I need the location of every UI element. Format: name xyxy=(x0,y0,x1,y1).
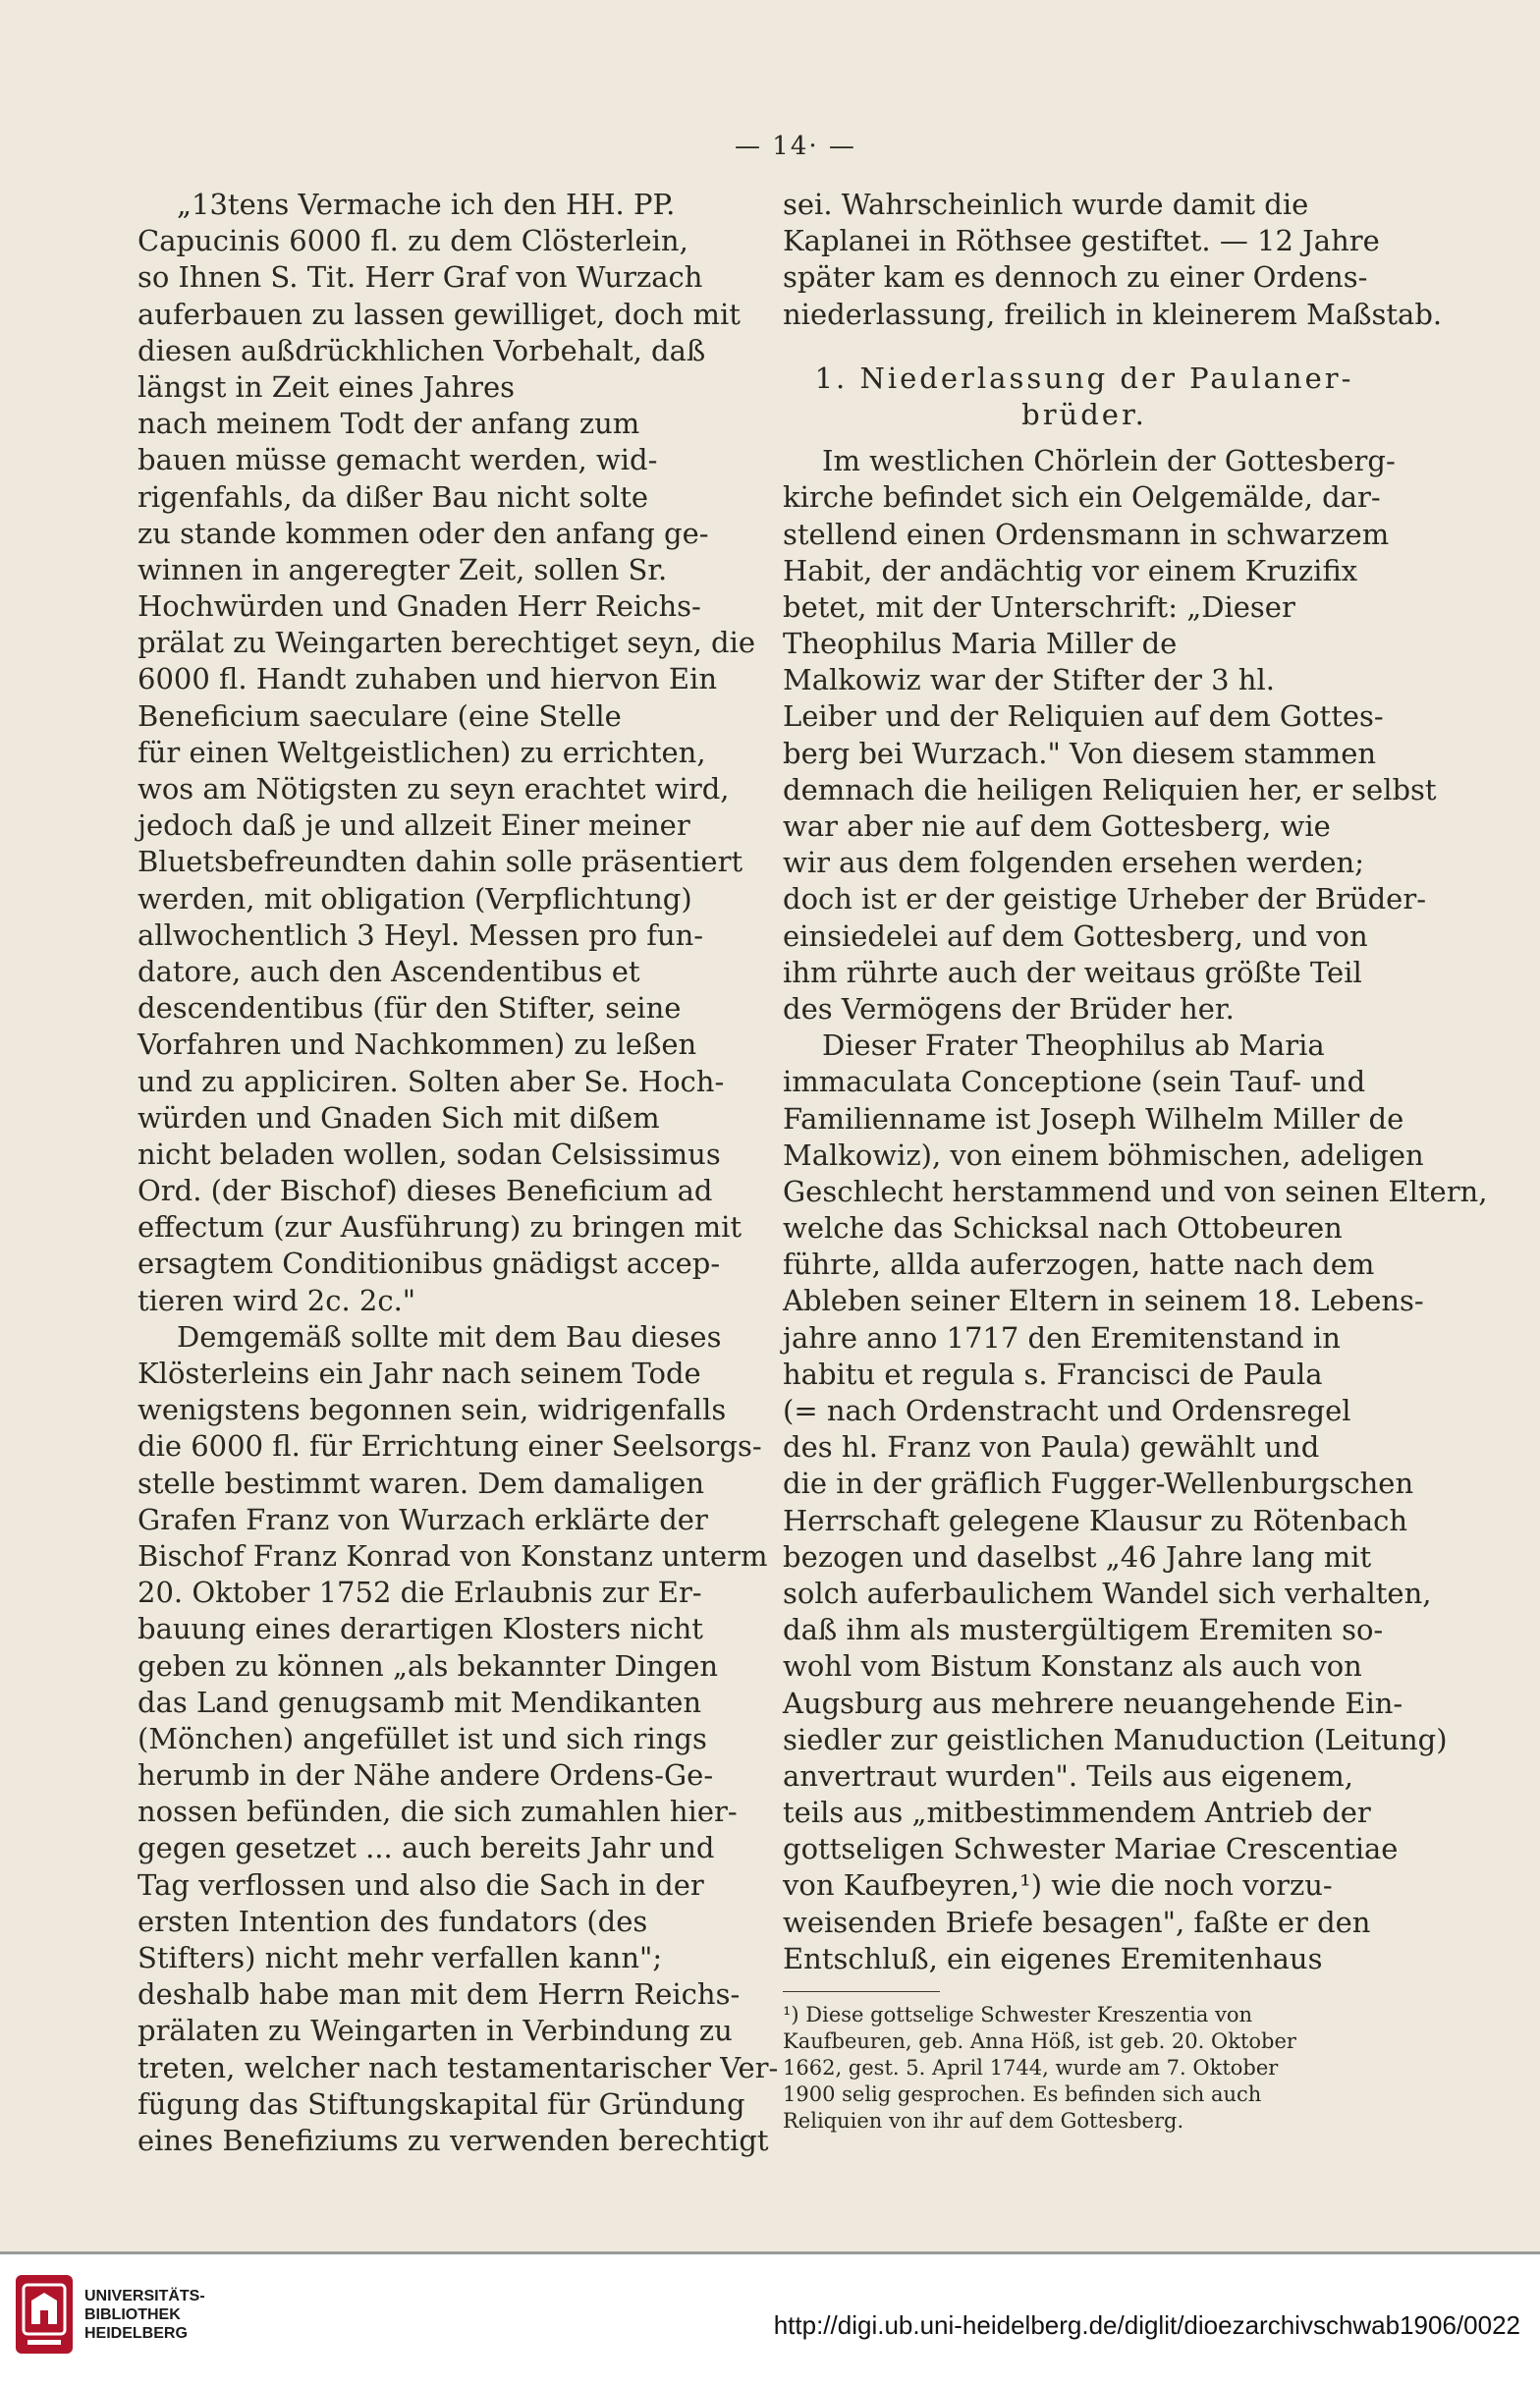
text-line: die in der gräflich Fugger-Wellenburgschen xyxy=(783,1467,1414,1501)
text-line: eines Benefiziums zu verwenden berechtigt xyxy=(138,2123,769,2157)
text-line: Tag verflossen und also die Sach in der xyxy=(138,1867,704,1902)
footnote-rule xyxy=(783,1991,940,1992)
text-line: berg bei Wurzach." Von diesem stammen xyxy=(783,736,1377,770)
text-line: Kaufbeuren, geb. Anna Höß, ist geb. 20. Oktober xyxy=(783,2029,1296,2053)
text-line: (= nach Ordenstracht und Ordensregel xyxy=(783,1394,1351,1427)
text-line: des Vermögens der Brüder her. xyxy=(783,991,1235,1026)
text-line: rigenfahls, da dißer Bau nicht solte xyxy=(138,479,649,514)
text-line: sei. Wahrscheinlich wurde damit die xyxy=(783,188,1309,221)
text-line: wos am Nötigsten zu seyn erachtet wird, xyxy=(138,772,730,805)
text-line: gottseligen Schwester Mariae Crescentiae xyxy=(783,1832,1399,1866)
text-line: allwochentlich 3 Heyl. Messen pro fun- xyxy=(138,917,704,952)
text-line: Vorfahren und Nachkommen) zu leßen xyxy=(138,1027,697,1062)
text-line: war aber nie auf dem Gottesberg, wie xyxy=(783,809,1331,843)
text-line: das Land genugsamb mit Mendikanten xyxy=(138,1685,702,1719)
text-line: Bluetsbefreundten dahin solle präsentiert xyxy=(138,845,743,879)
footnote xyxy=(783,2002,1386,2135)
text-line: einsiedelei auf dem Gottesberg, und von xyxy=(783,918,1368,953)
text-line: Kaplanei in Röthsee gestiftet. — 12 Jahre xyxy=(783,224,1380,258)
university-seal-icon xyxy=(14,2273,75,2356)
text-line: wir aus dem folgenden ersehen werden; xyxy=(783,846,1365,880)
text-line: (Mönchen) angefüllet ist und sich rings xyxy=(138,1721,707,1755)
text-line: tieren wird 2c. 2c." xyxy=(138,1283,416,1317)
text-line: 1662, gest. 5. April 1744, wurde am 7. Oktober xyxy=(783,2056,1279,2080)
footer-divider xyxy=(0,2251,1540,2254)
text-line: nach meinem Todt der anfang zum xyxy=(138,407,640,441)
text-line: demnach die heiligen Reliquien her, er selbst xyxy=(783,772,1437,806)
institution-line: UNIVERSITÄTS- xyxy=(84,2288,205,2304)
text-line: und zu appliciren. Solten aber Se. Hoch- xyxy=(138,1064,725,1098)
text-line: kirche befindet sich ein Oelgemälde, dar- xyxy=(783,480,1381,515)
text-line: teils aus „mitbestimmendem Antrieb der xyxy=(783,1796,1371,1830)
right-column-top-text xyxy=(783,187,1443,333)
text-line: welche das Schicksal nach Ottobeuren xyxy=(783,1211,1343,1246)
page-number: — 14· — xyxy=(735,132,856,161)
text-line: Hochwürden und Gnaden Herr Reichs- xyxy=(138,589,701,624)
spacer xyxy=(783,433,1386,443)
text-line: ersten Intention des fundators (des xyxy=(138,1904,648,1938)
text-line: Herrschaft gelegene Klausur zu Rötenbach xyxy=(783,1503,1408,1537)
text-line: datore, auch den Ascendentibus et xyxy=(138,954,640,988)
text-line: jedoch daß je und allzeit Einer meiner xyxy=(138,808,690,843)
text-line: Leiber und der Reliquien auf dem Gottes- xyxy=(783,699,1384,734)
spacer xyxy=(783,333,1386,361)
text-line: Ableben seiner Eltern in seinem 18. Lebens- xyxy=(783,1284,1424,1318)
text-line: auferbauen zu lassen gewilliget, doch mit xyxy=(138,297,741,331)
text-line: Augsburg aus mehrere neuangehende Ein- xyxy=(783,1686,1403,1720)
section-heading-continued: brüder. xyxy=(1021,397,1147,431)
section-heading: 1. Niederlassung der Paulaner- xyxy=(814,361,1354,395)
text-line: die 6000 fl. für Errichtung einer Seelsorgs- xyxy=(138,1429,762,1464)
left-column xyxy=(138,187,779,2159)
institution-name xyxy=(84,2287,205,2343)
text-line: stelle bestimmt waren. Dem damaligen xyxy=(138,1466,705,1500)
text-line: anvertraut wurden". Teils aus eigenem, xyxy=(783,1758,1353,1793)
text-line: siedler zur geistlichen Manuduction (Leitung) xyxy=(783,1722,1448,1756)
text-line: nicht beladen wollen, sodan Celsissimus xyxy=(138,1137,721,1171)
text-line: herumb in der Nähe andere Ordens-Ge- xyxy=(138,1758,714,1793)
text-line: winnen in angeregter Zeit, sollen Sr. xyxy=(138,552,668,586)
text-line: deshalb habe man mit dem Herrn Reichs- xyxy=(138,1977,741,2012)
text-line: Geschlecht herstammend und von seinen Eltern, xyxy=(783,1174,1488,1208)
text-line: ¹) Diese gottselige Schwester Kreszentia von xyxy=(783,2003,1253,2026)
library-footer xyxy=(0,2251,1540,2387)
text-line: Grafen Franz von Wurzach erklärte der xyxy=(138,1502,708,1536)
text-line: Habit, der andächtig vor einem Kruzifix xyxy=(783,553,1358,587)
text-line: prälaten zu Weingarten in Verbindung zu xyxy=(138,2014,733,2048)
text-line: niederlassung, freilich in kleinerem Maßstab. xyxy=(783,297,1443,331)
text-line: betet, mit der Unterschrift: „Dieser xyxy=(783,589,1295,624)
text-line: werden, mit obligation (Verpflichtung) xyxy=(138,881,692,916)
text-line: später kam es dennoch zu einer Ordens- xyxy=(783,260,1368,295)
text-line: solch auferbaulichem Wandel sich verhalten, xyxy=(783,1576,1432,1610)
text-line: bauen müsse gemacht werden, wid- xyxy=(138,443,658,477)
institution-line: BIBLIOTHEK xyxy=(84,2306,181,2323)
text-line: jahre anno 1717 den Eremitenstand in xyxy=(783,1320,1341,1355)
text-line: 1900 selig gesprochen. Es befinden sich auch xyxy=(783,2082,1262,2106)
text-line: Bischof Franz Konrad von Konstanz unterm xyxy=(138,1538,768,1573)
text-line: diesen außdrückhlichen Vorbehalt, daß xyxy=(138,333,706,367)
text-line: ihm rührte auch der weitaus größte Teil xyxy=(783,955,1362,989)
text-line: so Ihnen S. Tit. Herr Graf von Wurzach xyxy=(138,260,703,295)
text-line: Malkowiz war der Stifter der 3 hl. xyxy=(783,663,1275,697)
text-line: Stifters) nicht mehr verfallen kann"; xyxy=(138,1941,663,1974)
text-line: bauung eines derartigen Klosters nicht xyxy=(138,1612,703,1646)
text-line: Theophilus Maria Miller de xyxy=(783,627,1178,661)
text-line: geben zu können „als bekannter Dingen xyxy=(138,1648,719,1683)
text-line: fügung das Stiftungskapital für Gründung xyxy=(138,2086,745,2121)
text-line: Entschluß, ein eigenes Eremitenhaus xyxy=(783,1941,1323,1975)
source-url-link[interactable]: http://digi.ub.uni-heidelberg.de/diglit/dioezarchivschwab1906/0022 xyxy=(773,2310,1520,2340)
text-line: Malkowiz), von einem böhmischen, adeligen xyxy=(783,1138,1424,1172)
right-column-body-text xyxy=(783,443,1488,1977)
text-line: Im westlichen Chörlein der Gottesberg- xyxy=(822,444,1396,478)
text-line: nossen befünden, die sich zumahlen hier- xyxy=(138,1795,738,1829)
text-line: gegen gesetzet ... auch bereits Jahr und xyxy=(138,1831,715,1865)
institution-line: HEIDELBERG xyxy=(84,2325,188,2342)
text-line: bezogen und daselbst „46 Jahre lang mit xyxy=(783,1539,1372,1574)
text-line: wohl vom Bistum Konstanz als auch von xyxy=(783,1649,1362,1684)
text-line: Dieser Frater Theophilus ab Maria xyxy=(822,1028,1325,1063)
text-line: 6000 fl. Handt zuhaben und hiervon Ein xyxy=(138,662,718,696)
text-line: längst in Zeit eines Jahres xyxy=(138,369,516,404)
text-line: stellend einen Ordensmann in schwarzem xyxy=(783,517,1390,551)
text-line: des hl. Franz von Paula) gewählt und xyxy=(783,1430,1320,1465)
text-line: Reliquien von ihr auf dem Gottesberg. xyxy=(783,2109,1184,2133)
text-line: führte, allda auferzogen, hatte nach dem xyxy=(783,1248,1375,1282)
text-line: doch ist er der geistige Urheber der Brüder- xyxy=(783,882,1426,916)
text-line: 20. Oktober 1752 die Erlaubnis zur Er- xyxy=(138,1576,702,1610)
text-line: zu stande kommen oder den anfang ge- xyxy=(138,516,709,550)
text-line: wenigstens begonnen sein, widrigenfalls xyxy=(138,1393,727,1427)
text-line: ersagtem Conditionibus gnädigst accep- xyxy=(138,1247,721,1281)
text-line: descendentibus (für den Stifter, seine xyxy=(138,991,682,1026)
text-line: „13tens Vermache ich den HH. PP. xyxy=(177,188,676,221)
text-line: weisenden Briefe besagen", faßte er den xyxy=(783,1905,1371,1939)
text-line: daß ihm als mustergültigem Eremiten so- xyxy=(783,1613,1384,1647)
text-line: für einen Weltgeistlichen) zu errichten, xyxy=(138,735,706,769)
text-line: von Kaufbeyren,¹) wie die noch vorzu- xyxy=(783,1868,1333,1903)
text-line: effectum (zur Ausführung) zu bringen mit xyxy=(138,1210,742,1245)
text-line: Klösterleins ein Jahr nach seinem Tode xyxy=(138,1357,701,1390)
right-column xyxy=(783,187,1488,2135)
text-line: Familienname ist Joseph Wilhelm Miller de xyxy=(783,1101,1404,1136)
text-line: Capucinis 6000 fl. zu dem Clösterlein, xyxy=(138,224,688,258)
text-line: treten, welcher nach testamentarischer Ver- xyxy=(138,2050,779,2084)
text-line: Ord. (der Bischof) dieses Beneficium ad xyxy=(138,1174,713,1208)
text-line: Beneficium saeculare (eine Stelle xyxy=(138,698,622,733)
text-line: würden und Gnaden Sich mit dißem xyxy=(138,1100,660,1135)
text-line: prälat zu Weingarten berechtiget seyn, die xyxy=(138,626,756,660)
text-line: habitu et regula s. Francisci de Paula xyxy=(783,1357,1323,1391)
text-line: immaculata Conceptione (sein Tauf- und xyxy=(783,1065,1366,1099)
text-line: Demgemäß sollte mit dem Bau dieses xyxy=(177,1319,722,1354)
